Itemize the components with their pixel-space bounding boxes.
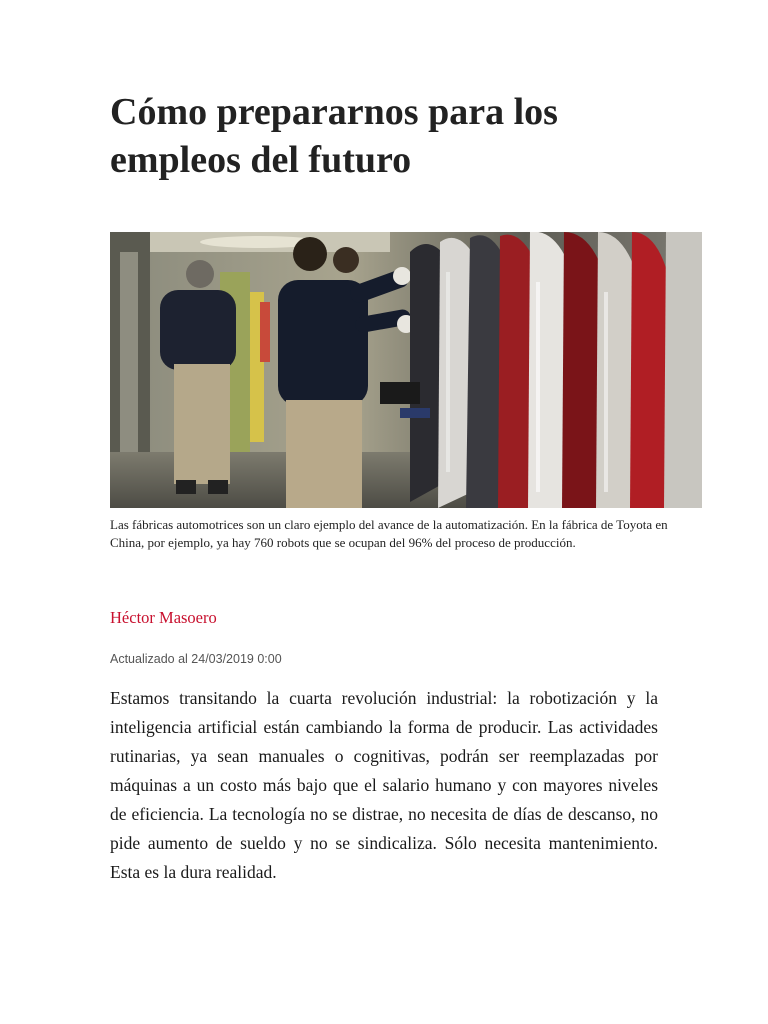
factory-photo bbox=[110, 232, 702, 508]
updated-timestamp: Actualizado al 24/03/2019 0:00 bbox=[110, 652, 282, 666]
image-caption: Las fábricas automotrices son un claro ejemplo del avance de la automatización. En la fábrica de Toyota en China, por ejemplo, ya hay 760 robots que se ocupan del 96% del proceso de producción. bbox=[110, 517, 668, 550]
author-link[interactable]: Héctor Masoero bbox=[110, 608, 217, 627]
article-body-paragraph: Estamos transitando la cuarta revolución industrial: la robotización y la inteligencia artificial están cambiando la forma de producir. Las actividades rutinarias, ya sean manuales o cognitivas, podrán ser reemplazadas por máquinas a un costo más bajo que el salario humano y con mayores niveles de eficiencia. La tecnología no se distrae, no necesita de días de descanso, no pide aumento de sueldo y no se sindicaliza. Sólo necesita mantenimiento. Esta es la dura realidad. bbox=[110, 688, 658, 882]
article-title: Cómo prepararnos para los empleos del futuro bbox=[110, 91, 558, 181]
